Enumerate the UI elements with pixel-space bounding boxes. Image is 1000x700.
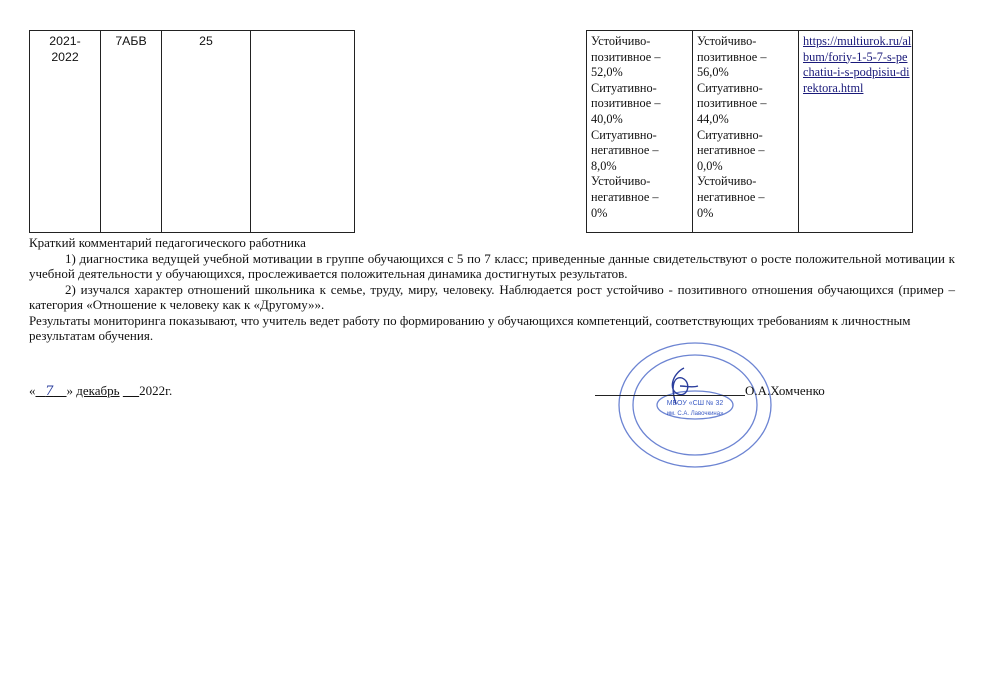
- p2-line: Ситуативно-: [697, 127, 763, 142]
- p2-line: Устойчиво-: [697, 174, 757, 189]
- signatory-name: О.А.Хомченко: [745, 383, 825, 398]
- link-cell: [799, 31, 913, 233]
- period1-cell: [587, 31, 693, 233]
- signature-line: [29, 383, 955, 403]
- class-cell: [101, 31, 162, 233]
- p2-line: позитивное –: [697, 96, 767, 111]
- count-cell: [162, 31, 251, 233]
- comment-item-1: 1) диагностика ведущей учебной мотивации в группе обучающихся с 5 по 7 класс; приведенные данные свидетельствуют о росте положительной мотивации к учебной деятельности у обучающихся, прослеживается положительная динамика достигнутых результатов.: [29, 250, 955, 281]
- date-year: 2022г.: [139, 383, 173, 398]
- p2-line: Устойчиво-: [697, 34, 757, 48]
- p2-line: 44,0%: [697, 111, 729, 126]
- date-open: «: [29, 383, 36, 398]
- p2-line: Ситуативно-: [697, 80, 763, 95]
- gap-cell: [355, 31, 587, 233]
- p2-line: 0,0%: [697, 158, 723, 173]
- comment-heading: Краткий комментарий педагогического работника: [29, 235, 306, 250]
- p1-line: Ситуативно-: [591, 80, 657, 95]
- p2-line: негативное –: [697, 143, 765, 158]
- comment-block: [29, 235, 955, 344]
- p1-line: 52,0%: [591, 65, 623, 80]
- comment-conclusion: Результаты мониторинга показывают, что учитель ведет работу по формированию у обучающихся компетенций, соответствующих требованиям к личностным результатам обучения.: [29, 312, 911, 343]
- p1-line: Устойчиво-: [591, 34, 651, 48]
- stamp-center-text: МБОУ «СШ № 32: [666, 400, 724, 407]
- date-field: [29, 383, 172, 399]
- signature-rule: [595, 395, 745, 396]
- p1-line: 8,0%: [591, 158, 617, 173]
- year-cell: [30, 31, 101, 233]
- p2-line: позитивное –: [697, 49, 767, 64]
- p2-line: 56,0%: [697, 65, 729, 80]
- class-text: 7АБВ: [115, 34, 147, 48]
- date-day: 7: [45, 384, 54, 399]
- p1-line: негативное –: [591, 189, 659, 204]
- p2-line: негативное –: [697, 189, 765, 204]
- results-table: [29, 30, 913, 233]
- empty-cell: [251, 31, 355, 233]
- date-close: »: [66, 383, 74, 398]
- p1-line: позитивное –: [591, 96, 661, 111]
- p1-line: Устойчиво-: [591, 174, 651, 189]
- table-row: [30, 31, 913, 233]
- p1-line: Ситуативно-: [591, 127, 657, 142]
- comment-item-2: 2) изучался характер отношений школьника к семье, труду, миру, человеку. Наблюдается рост устойчиво - позитивного отношения обучающихся (пример – категория «Отношение к человеку как к «Другому»».: [29, 281, 955, 312]
- p1-line: 0%: [591, 205, 608, 220]
- p2-line: 0%: [697, 205, 714, 220]
- p1-line: негативное –: [591, 143, 659, 158]
- p1-line: позитивное –: [591, 49, 661, 64]
- count-text: 25: [199, 34, 213, 48]
- period2-cell: [693, 31, 799, 233]
- p1-line: 40,0%: [591, 111, 623, 126]
- year-text: 2021- 2022: [49, 34, 81, 64]
- album-link[interactable]: https://multiurok.ru/album/foriy-1-5-7-s-pechatiu-i-s-podpisiu-direktora.html: [803, 34, 912, 95]
- date-month: декабрь: [76, 383, 120, 398]
- stamp-sub-text: им. С.А. Лавочкина»: [666, 411, 724, 417]
